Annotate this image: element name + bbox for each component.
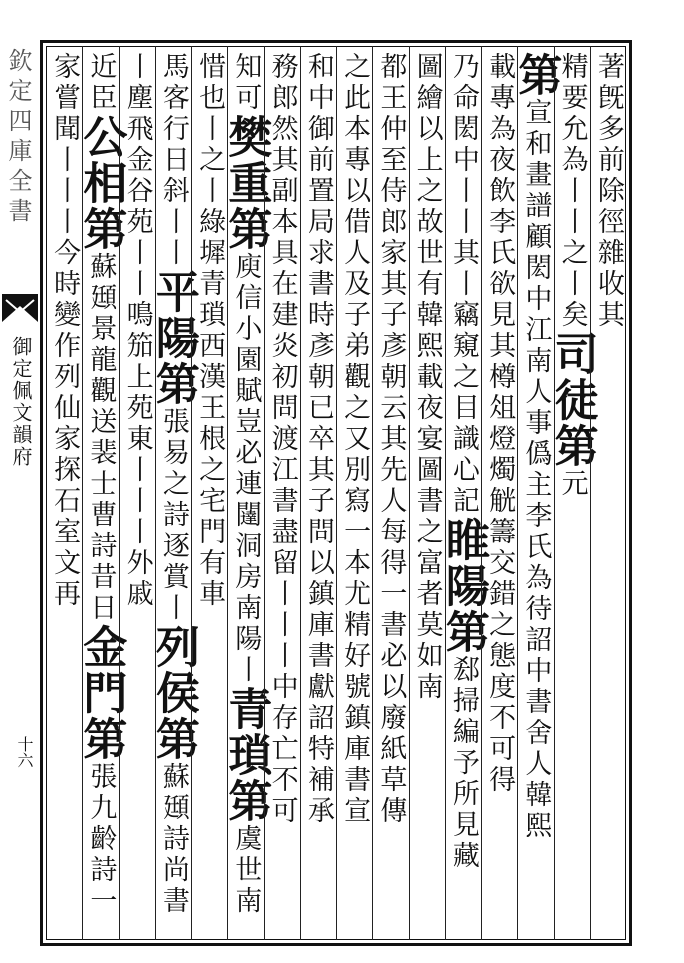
entry-text: 家 <box>49 52 81 83</box>
text-column <box>335 52 373 936</box>
entry-text: 蘇頲詩尚書 <box>157 762 189 917</box>
text-column <box>45 52 83 936</box>
column-rule <box>336 46 337 940</box>
text-column <box>408 52 446 936</box>
entry-text: 之此本專以借人及子弟觀之又別寫一本尤精好號鎮庫書宣 <box>339 52 371 827</box>
entry-text: 丨塵飛金谷苑 <box>121 52 153 238</box>
text-column <box>220 52 272 936</box>
column-rule <box>227 46 228 940</box>
text-column <box>147 52 199 936</box>
entry-text: 書之富者莫如南 <box>411 486 443 703</box>
entry-text: 元 <box>556 469 588 500</box>
column-rule <box>590 46 591 940</box>
column-rule <box>372 46 373 940</box>
entry-heading: 青瑣第 <box>220 686 272 824</box>
entry-text: 精要允為丨丨之丨矣 <box>556 52 588 331</box>
entry-text: 載專為夜飲李氏欲見其樽俎燈燭觥籌交錯之態度不可得 <box>484 52 516 796</box>
entry-text: 惜也 <box>194 52 226 114</box>
text-column <box>299 52 337 936</box>
entry-text: 都王仲至侍郎家其子彥朝云其先人每得一書必以廢紙草傳 <box>375 52 407 827</box>
entry-text: 庾信小園賦豈必連闥洞房南陽丨 <box>230 252 262 686</box>
entry-text: 和中御前置局求書時彥朝已卒其子問以鎮庫書獻詔特補承 <box>302 52 334 827</box>
entry-heading: 樊重第 <box>220 114 272 252</box>
entry-text: 丨丨丨外戚 <box>121 455 153 610</box>
entry-heading: 金門第 <box>75 624 127 762</box>
column-rule <box>119 46 120 940</box>
text-column <box>480 52 518 936</box>
entry-heading: 司徒第 <box>546 331 598 469</box>
entry-text: 虞世南 <box>230 824 262 917</box>
entry-text: 張九齡詩一 <box>85 762 117 917</box>
entry-text: 嘗聞丨丨丨今時變作列仙家 <box>49 83 81 455</box>
entry-text: 探石室文再 <box>49 455 81 610</box>
entry-text: 馬客行日斜丨丨 <box>157 52 189 269</box>
book-title: 御定佩文韻府 <box>9 336 33 468</box>
column-rule <box>409 46 410 940</box>
column-rule <box>554 46 555 940</box>
column-rule <box>300 46 301 940</box>
fore-edge-margin <box>0 0 40 963</box>
column-rule <box>517 46 518 940</box>
entry-text: 圖繪以上之故世有韓熙載夜宴圖 <box>411 52 443 486</box>
entry-text: 張易之詩逐賞丨 <box>157 407 189 624</box>
fishtail-ornament-icon <box>0 292 40 328</box>
column-rule <box>264 46 265 940</box>
text-column <box>589 52 627 936</box>
text-column <box>190 52 228 936</box>
entry-heading: 平陽第 <box>147 269 199 407</box>
text-column <box>546 52 598 936</box>
entry-text: 務郎然其副本具在建炎初問渡江書盡留丨丨丨中存亡不可 <box>266 52 298 827</box>
collection-title: 欽定四庫全書 <box>4 48 32 228</box>
column-rule <box>155 46 156 940</box>
column-rule <box>445 46 446 940</box>
column-rule <box>191 46 192 940</box>
entry-text: 宣和畫譜顧閎中江南人事僞主李氏為待詔中書舍人韓熙 <box>520 98 552 842</box>
entry-text: 乃命閎中丨丨其丨竊窺之目識心記 <box>447 52 479 517</box>
page-number: 十六 <box>15 736 34 768</box>
entry-text: 門有車 <box>194 517 226 610</box>
column-rule <box>481 46 482 940</box>
entry-text: 近臣 <box>85 52 117 114</box>
entry-heading: 睢陽第 <box>437 517 489 655</box>
entry-heading: 第 <box>510 52 562 98</box>
entry-text: 丨丨鳴笳上苑東 <box>121 238 153 455</box>
text-column <box>371 52 409 936</box>
column-rule <box>82 46 83 940</box>
entry-text: 郄掃編予所見藏 <box>447 655 479 872</box>
entry-text: 丨之丨綠墀青瑣西漢王根之宅 <box>194 114 226 517</box>
entry-text: 著旣多前除徑雜收其 <box>592 52 624 331</box>
entry-text: 蘇頲景龍觀送裴士曹詩昔日 <box>85 252 117 624</box>
entry-heading: 公相第 <box>75 114 127 252</box>
text-column <box>437 52 489 936</box>
text-column <box>75 52 127 936</box>
entry-text: 知可 <box>230 52 262 114</box>
entry-heading: 列侯第 <box>147 624 199 762</box>
text-column <box>510 52 562 936</box>
